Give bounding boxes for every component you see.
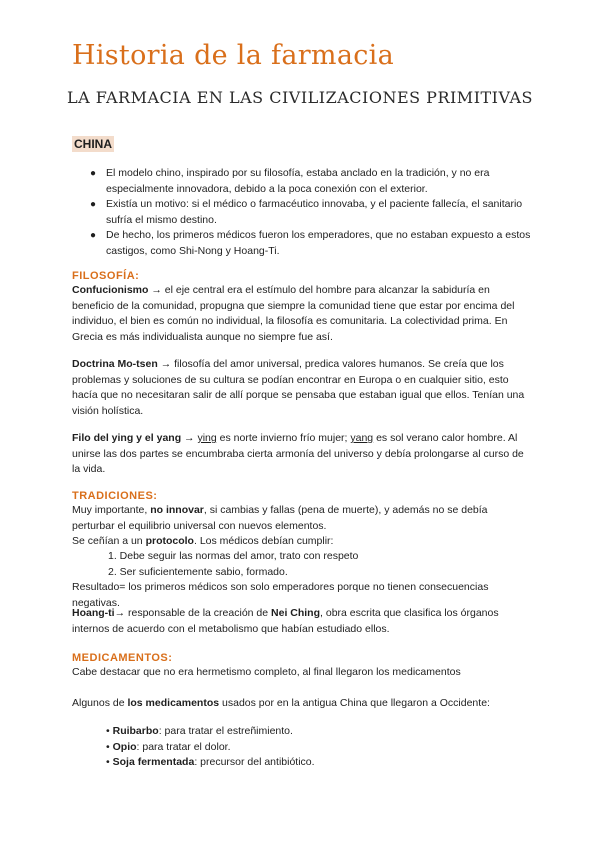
section-heading-medicamentos: MEDICAMENTOS:	[72, 652, 173, 664]
paragraph-ying-yang: Filo del ying y el yang → ying es norte invierno frío mujer; yang es sol verano calor hombre. Al unirse las dos partes se encumbraba cierta armonía del universo y debía prolongarse al curso de la vida.	[72, 432, 524, 475]
page-subtitle: LA FARMACIA EN LAS CIVILIZACIONES PRIMITIVAS	[67, 88, 533, 107]
list-item: • Soja fermentada: precursor del antibiótico.	[106, 756, 315, 768]
list-item: ● Existía un motivo: si el médico o farmacéutico innovaba, y el paciente fallecía, el sanitario sufría el mismo destino.	[90, 198, 523, 226]
paragraph-mo-tsen: Doctrina Mo-tsen → filosofía del amor universal, predica valores humanos. Se creía que los problemas y soluciones de su cultura se podían encontrar en Europa o en cualquier sitio, esto hacía que no necesitaran salir de allí porque se pensaba que estaban igual que ellos. Tenían una visión holística.	[72, 358, 525, 417]
paragraph-hoang-ti: Hoang-ti→ responsable de la creación de Nei Ching, obra escrita que clasifica los órganos internos de acuerdo con el metabolismo que habían estudiado ellos.	[72, 607, 499, 635]
bullet-icon: ●	[90, 168, 97, 179]
term-mo-tsen: Doctrina Mo-tsen	[72, 358, 158, 370]
list-item: ● De hecho, los primeros médicos fueron los emperadores, que no estaban expuesto a estos castigos, como Shi-Nong y Hoang-Ti.	[90, 229, 531, 257]
paragraph-hermetismo: Cabe destacar que no era hermetismo completo, al final llegaron los medicamentos	[72, 666, 461, 678]
paragraph-no-innovar: Muy importante, no innovar, si cambias y fallas (pena de muerte), y además no se debía perturbar el equilibrio universal con nuevos elementos.	[72, 504, 488, 532]
page-title: Historia de la farmacia	[72, 40, 394, 71]
list-item: 1. Debe seguir las normas del amor, trato con respeto	[108, 550, 359, 562]
arrow-icon: →	[151, 284, 162, 296]
section-heading-tradiciones: TRADICIONES:	[72, 490, 158, 502]
list-item: ● El modelo chino, inspirado por su filosofía, estaba anclado en la tradición, y no era especialmente innovadora, debido a la poca conexión con el exterior.	[90, 167, 490, 195]
section-heading-china: CHINA	[74, 137, 112, 151]
term-hoang-ti: Hoang-ti	[72, 607, 115, 619]
medicamentos-list	[106, 724, 315, 771]
bullet-icon: ●	[90, 230, 97, 241]
arrow-icon: →	[160, 358, 172, 370]
term-ying-yang: Filo del ying y el yang	[72, 432, 182, 444]
list-item: • Opio: para tratar el dolor.	[106, 740, 231, 753]
china-bullet-list	[90, 166, 540, 259]
list-item: • Ruibarbo: para tratar el estreñimiento.	[106, 725, 293, 737]
protocol-numbered-list	[108, 549, 358, 580]
term-confucionismo: Confucionismo	[72, 284, 149, 296]
list-item: 2. Ser suficientemente sabio, formado.	[108, 565, 288, 578]
paragraph-confucionismo: Confucionismo → el eje central era el estímulo del hombre para alcanzar la sabiduría en beneficio de la comunidad, propugna que siempre la comunidad tiene que estar por encima del individuo, el bien es común no individual, la filosofía es comunitaria. La colectividad prima. En Grecia es más individualista aunque no siempre fue así.	[72, 284, 515, 343]
arrow-icon: →	[184, 432, 195, 444]
paragraph-resultado: Resultado= los primeros médicos son solo emperadores porque no tienen consecuencias negativas.	[72, 581, 489, 609]
bullet-icon: •	[106, 756, 110, 768]
bullet-icon: ●	[90, 199, 97, 210]
arrow-icon: →	[114, 607, 126, 619]
bullet-icon: •	[106, 740, 110, 753]
word-yang: yang	[350, 432, 374, 444]
bullet-icon: •	[106, 725, 110, 737]
word-ying: ying	[197, 432, 217, 444]
section-heading-filosofia: FILOSOFÍA:	[72, 270, 140, 282]
paragraph-algunos: Algunos de los medicamentos usados por en la antigua China que llegaron a Occidente:	[72, 697, 490, 709]
paragraph-protocolo: Se ceñían a un protocolo. Los médicos debían cumplir:	[72, 535, 334, 547]
